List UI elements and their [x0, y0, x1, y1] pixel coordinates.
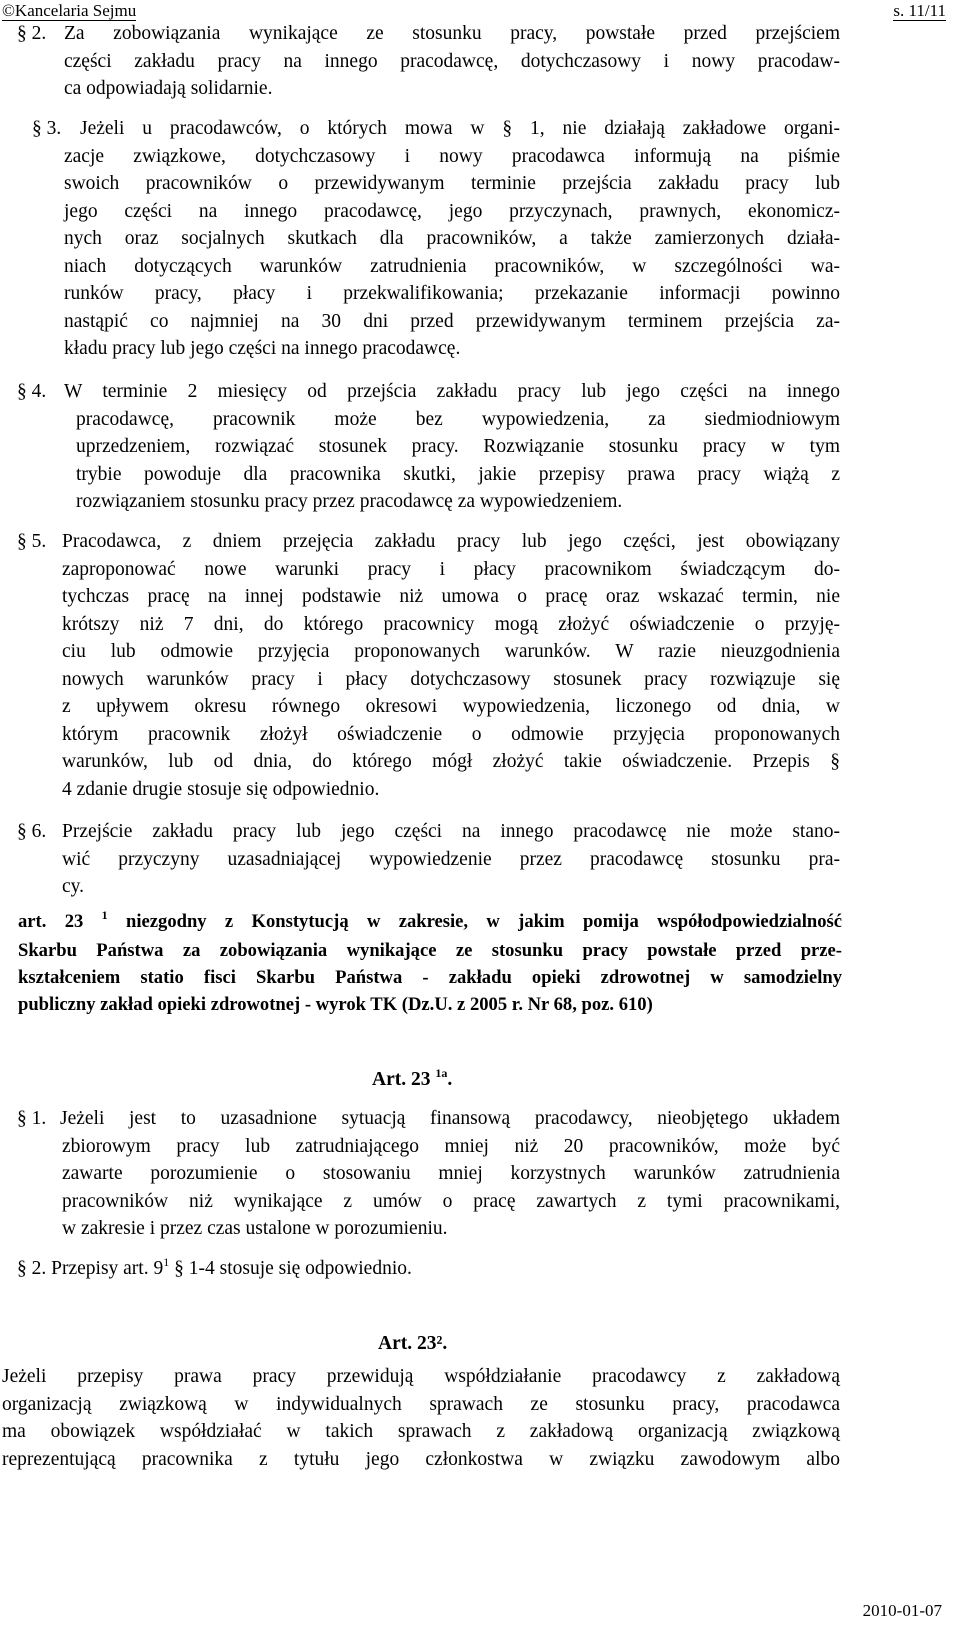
section-2-text	[64, 20, 840, 103]
section-3-first-line: Jeżeli u pracodawców, o których mowa w § 1, nie działają zakładowe organi-	[80, 118, 840, 139]
section-5-first-line: Pracodawca, z dniem przejęcia zakładu pracy lub jego części, jest obowiązany	[62, 531, 840, 552]
text-line: ciu lub odmowie przyjęcia proponowanych warunków. W razie nieuzgodnienia	[62, 641, 840, 662]
editorial-note: art. 23 $^1$ niezgodny z Konstytucją w zakresie, w jakim pomija współodpowiedzialność Skarbu Państwa za zobowiązania wynikające ze stosunku pracy powstałe przed prze- kształceniem statio fisci Skarbu Państwa - zakładu opieki zdrowotnej w samodzielny publiczny zakład opieki zdrowotnej - wyrok TK (Dz.U. z 2005 r. Nr 68, poz. 610)	[18, 908, 842, 1018]
note-line: kształceniem statio fisci Skarbu Państwa - zakładu opieki zdrowotnej w samodzielny	[18, 967, 842, 988]
text-line: zaproponować nowe warunki pracy i płacy pracownikom świadczącym do-	[62, 558, 840, 580]
text-line: pracodawcę, pracownik może bez wypowiedzenia, za siedmiodniowym	[76, 408, 840, 430]
section-4-number: § 4.	[17, 381, 47, 402]
footer-date: 2010-01-07	[862, 1601, 942, 1620]
section-3-number: § 3.	[32, 118, 62, 139]
text-line: ma obowiązek współdziałać w takich sprawach z zakładową organizacją związkową	[2, 1421, 840, 1442]
text-line: nastąpić co najmniej na 30 dni przed przewidywanym terminem przejścia za-	[64, 310, 840, 332]
text-line: zacje związkowe, dotychczasowy i nowy pracodawca informują na piśmie	[64, 145, 840, 167]
article-23-1a-title: Art. 23 $^{1a}$.	[372, 1066, 453, 1090]
article-23-1a-section-1-text	[62, 1133, 840, 1243]
text-line: warunków, lub od dnia, do którego mógł złożyć takie oświadczenie. Przepis §	[62, 751, 840, 772]
section-6-first-line: Przejście zakładu pracy lub jego części na innego pracodawcę nie może stano-	[62, 821, 840, 842]
section-6-number: § 6.	[17, 821, 47, 842]
text-line: niach dotyczących warunków zatrudnienia pracowników, w szczególności wa-	[64, 255, 840, 277]
text-line: z upływem okresu równego okresowi wypowiedzenia, liczonego od dnia, w	[62, 696, 840, 717]
text-line: cy.	[62, 876, 85, 897]
section-5-number: § 5.	[17, 531, 47, 552]
text-line: uprzedzeniem, rozwiązać stosunek pracy. Rozwiązanie stosunku pracy w tym	[76, 436, 840, 457]
text-line: jego części na innego pracodawcę, jego przyczynach, prawnych, ekonomicz-	[64, 200, 840, 222]
text-line: krótszy niż 7 dni, do którego pracownicy mogą złożyć oświadczenie o przyję-	[62, 613, 840, 635]
text-line: swoich pracowników o przewidywanym terminie przejścia zakładu pracy lub	[64, 173, 840, 194]
note-line: publiczny zakład opieki zdrowotnej - wyrok TK (Dz.U. z 2005 r. Nr 68, poz. 610)	[18, 994, 653, 1015]
text-line: Za zobowiązania wynikające ze stosunku pracy, powstałe przed przejściem	[64, 23, 840, 44]
section-3-text	[64, 143, 840, 363]
text-line: 4 zdanie drugie stosuje się odpowiednio.	[62, 778, 380, 800]
text-line: nych oraz socjalnych skutkach dla pracowników, a także zamierzonych działa-	[64, 228, 840, 249]
section-6-text	[62, 846, 840, 901]
text-line: w zakresie i przez czas ustalone w porozumieniu.	[62, 1218, 448, 1239]
text-line: Jeżeli przepisy prawa pracy przewidują współdziałanie pracodawcy z zakładową	[2, 1366, 840, 1387]
article-23-1a-section-2: § 2. Przepisy art. $9^1$ § 1-4 stosuje się odpowiednio.	[17, 1255, 412, 1279]
header-source: ©Kancelaria Sejmu	[2, 1, 137, 20]
text-line: pracowników niż wynikające z umów o pracę zawartych z tymi pracownikami,	[62, 1190, 840, 1212]
text-line: zawarte porozumienie o stosowaniu mniej korzystnych warunków zatrudnienia	[62, 1163, 840, 1184]
text-line: organizacją związkową w indywidualnych sprawach ze stosunku pracy, pracodawca	[2, 1393, 840, 1415]
article-23-2-title: Art. 23².	[378, 1333, 448, 1354]
text-line: reprezentującą pracownika z tytułu jego członkostwa w związku zawodowym albo	[2, 1448, 840, 1470]
section-2-number: § 2.	[17, 23, 47, 44]
article-23-1a-section-1-first-line: Jeżeli jest to uzasadnione sytuacją finansową pracodawcy, nieobjętego układem	[60, 1108, 840, 1129]
text-line: rozwiązaniem stosunku pracy przez pracodawcę za wypowiedzeniem.	[76, 491, 623, 512]
text-line: którym pracownik złożył oświadczenie o odmowie przyjęcia proponowanych	[62, 723, 840, 745]
section-4-first-line: W terminie 2 miesięcy od przejścia zakładu pracy lub jego części na innego	[64, 381, 840, 402]
text-line: runków pracy, płacy i przekwalifikowania; przekazanie informacji powinno	[64, 283, 840, 304]
text-line: tychczas pracę na innej podstawie niż umowa o pracę oraz wskazać termin, nie	[62, 586, 840, 607]
text-line: trybie powoduje dla pracownika skutki, jakie przepisy prawa pracy wiążą z	[76, 463, 840, 485]
article-23-1a-section-1-number: § 1.	[17, 1108, 47, 1129]
text-line: ca odpowiadają solidarnie.	[64, 78, 273, 99]
text-line: części zakładu pracy na innego pracodawcę, dotychczasowy i nowy pracodaw-	[64, 50, 840, 72]
header-page-number: s. 11/11	[893, 1, 946, 20]
text-line: wić przyczyny uzasadniającej wypowiedzenie przez pracodawcę stosunku pra-	[62, 848, 840, 870]
text-line: nowych warunków pracy i płacy dotychczasowy stosunek pracy rozwiązuje się	[62, 668, 840, 690]
text-line: zbiorowym pracy lub zatrudniającego mniej niż 20 pracowników, może być	[62, 1135, 840, 1157]
article-23-2-text	[2, 1363, 840, 1473]
section-5-text	[62, 556, 840, 804]
note-line: Skarbu Państwa za zobowiązania wynikające ze stosunku pracy powstałe przed prze-	[18, 940, 842, 961]
section-4-text	[76, 406, 840, 516]
text-line: kładu pracy lub jego części na innego pracodawcę.	[64, 338, 461, 359]
